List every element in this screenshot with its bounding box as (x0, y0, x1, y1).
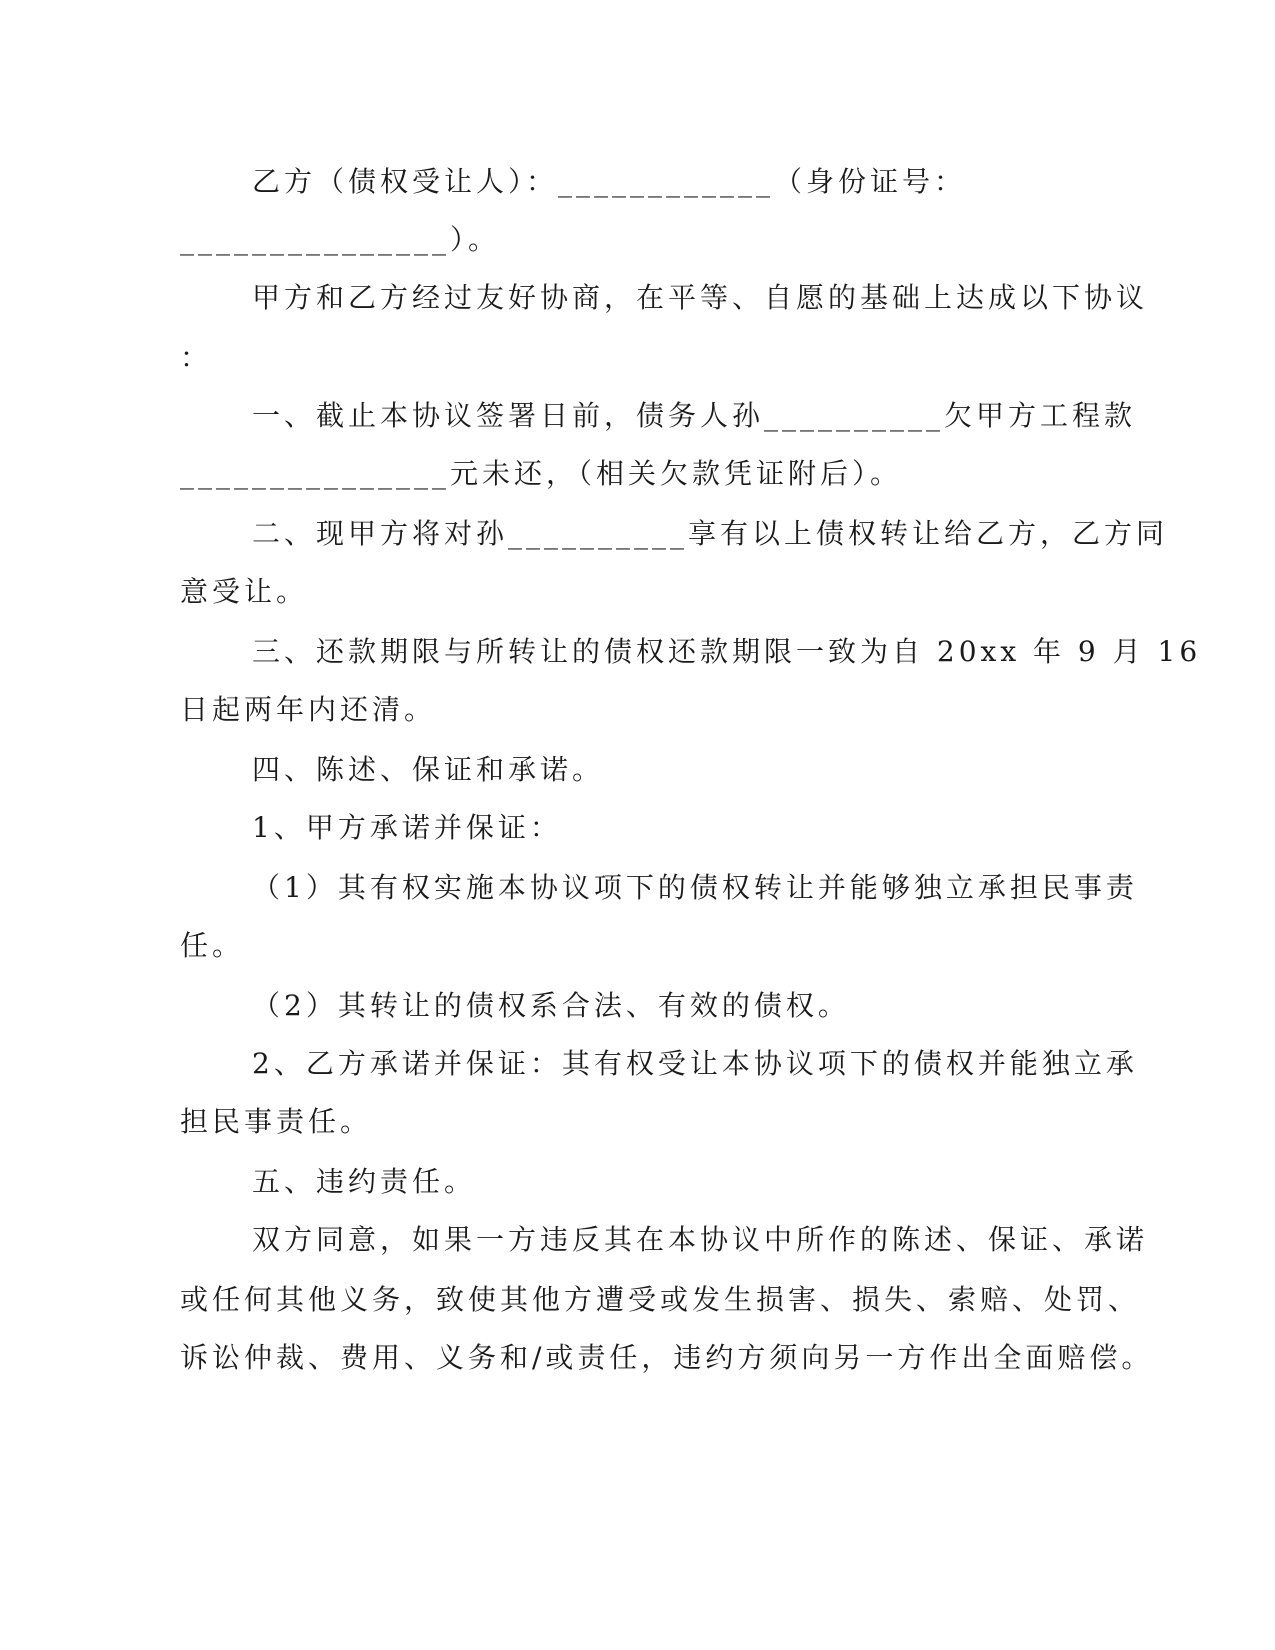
intro-paragraph: 甲方和乙方经过友好协商，在平等、自愿的基础上达成以下协议 (252, 281, 1149, 314)
clause-4-2-cont: 担民事责任。 (180, 1105, 373, 1138)
text-line (0, 1336, 1275, 1380)
clause-5-body: 双方同意，如果一方违反其在本协议中所作的陈述、保证、承诺 (252, 1223, 1149, 1256)
text-line (0, 336, 1275, 380)
clause-5-heading: 五、违约责任。 (252, 1165, 477, 1198)
clause-3: 三、还款期限与所转让的债权还款期限一致为自 20xx 年 9 月 16 (252, 635, 1202, 668)
clause-4-2: 2、乙方承诺并保证：其有权受让本协议项下的债权并能独立承 (252, 1047, 1138, 1080)
text-line (0, 160, 1275, 204)
clause-4-1: 1、甲方承诺并保证： (252, 811, 562, 844)
text-line (0, 866, 1275, 910)
text-line (0, 924, 1275, 968)
text-line (0, 688, 1275, 732)
text-line (0, 1218, 1275, 1262)
id-number-line: _______________）。 (180, 223, 501, 256)
clause-4-1-2: （2）其转让的债权系合法、有效的债权。 (252, 989, 850, 1022)
text-line (0, 276, 1275, 320)
party-b-line: 乙方（债权受让人）：____________（身份证号： (252, 165, 967, 198)
clause-4-1-1: （1）其有权实施本协议项下的债权转让并能够独立承担民事责 (252, 871, 1138, 904)
clause-4-1-1-cont: 任。 (180, 929, 245, 962)
clause-1: 一、截止本协议签署日前，债务人孙__________欠甲方工程款 (252, 399, 1137, 432)
text-line (0, 512, 1275, 556)
text-line (0, 394, 1275, 438)
intro-paragraph-cont: ： (180, 341, 213, 374)
clause-4-heading: 四、陈述、保证和承诺。 (252, 753, 605, 786)
text-line (0, 452, 1275, 496)
clause-2: 二、现甲方将对孙__________享有以上债权转让给乙方，乙方同 (252, 517, 1169, 550)
clause-5-body-cont-1: 或任何其他义务，致使其他方遭受或发生损害、损失、索赔、处罚、 (180, 1283, 1141, 1316)
text-line (0, 1160, 1275, 1204)
clause-2-cont: 意受让。 (180, 575, 309, 608)
clause-1-cont: _______________元未还，（相关欠款凭证附后）。 (180, 457, 903, 490)
text-line (0, 806, 1275, 850)
text-line (0, 984, 1275, 1028)
clause-3-cont: 日起两年内还清。 (180, 693, 437, 726)
text-line (0, 570, 1275, 614)
text-line (0, 1042, 1275, 1086)
clause-5-body-cont-2: 诉讼仲裁、费用、义务和/或责任，违约方须向另一方作出全面赔偿。 (180, 1341, 1154, 1374)
text-line (0, 630, 1275, 674)
text-line (0, 748, 1275, 792)
text-line (0, 218, 1275, 262)
text-line (0, 1278, 1275, 1322)
text-line (0, 1100, 1275, 1144)
